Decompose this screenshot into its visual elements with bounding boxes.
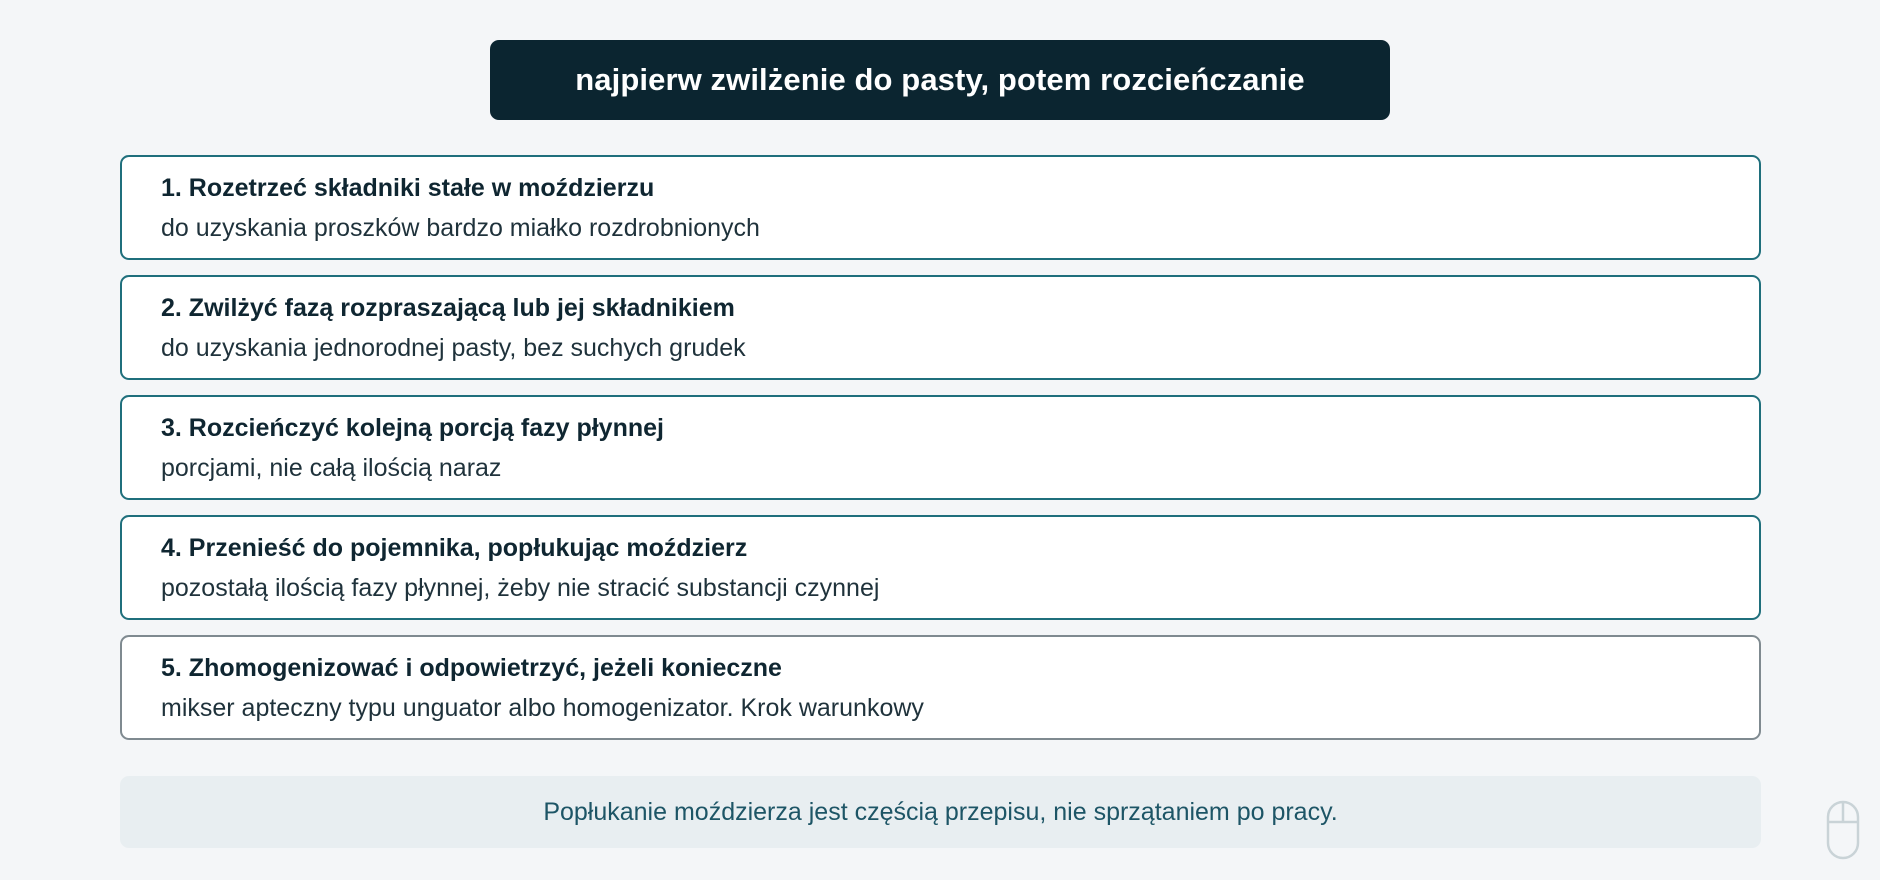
step-title: 2. Zwilżyć fazą rozpraszającą lub jej składnikiem — [161, 294, 735, 322]
step-5 — [120, 635, 1761, 740]
step-list — [120, 155, 1761, 755]
step-description: do uzyskania jednorodnej pasty, bez suchych grudek — [161, 334, 746, 362]
step-title: 5. Zhomogenizować i odpowietrzyć, jeżeli konieczne — [161, 654, 782, 682]
step-title: 4. Przenieść do pojemnika, popłukując moździerz — [161, 534, 748, 562]
step-description: mikser apteczny typu unguator albo homogenizator. Krok warunkowy — [161, 694, 924, 722]
note-box — [120, 776, 1761, 848]
diagram-title: najpierw zwilżenie do pasty, potem rozcieńczanie — [575, 62, 1305, 97]
note-text: Popłukanie moździerza jest częścią przepisu, nie sprzątaniem po pracy. — [543, 797, 1338, 826]
step-description: porcjami, nie całą ilością naraz — [161, 454, 502, 482]
step-title: 3. Rozcieńczyć kolejną porcją fazy płynnej — [161, 414, 664, 442]
step-3 — [120, 395, 1761, 500]
step-2 — [120, 275, 1761, 380]
step-4 — [120, 515, 1761, 620]
step-description: pozostałą ilością fazy płynnej, żeby nie stracić substancji czynnej — [161, 574, 880, 602]
diagram-title-box — [490, 40, 1390, 120]
step-1 — [120, 155, 1761, 260]
mouse-icon — [1826, 800, 1860, 860]
step-description: do uzyskania proszków bardzo miałko rozdrobnionych — [161, 214, 760, 242]
step-title: 1. Rozetrzeć składniki stałe w moździerzu — [161, 174, 655, 202]
